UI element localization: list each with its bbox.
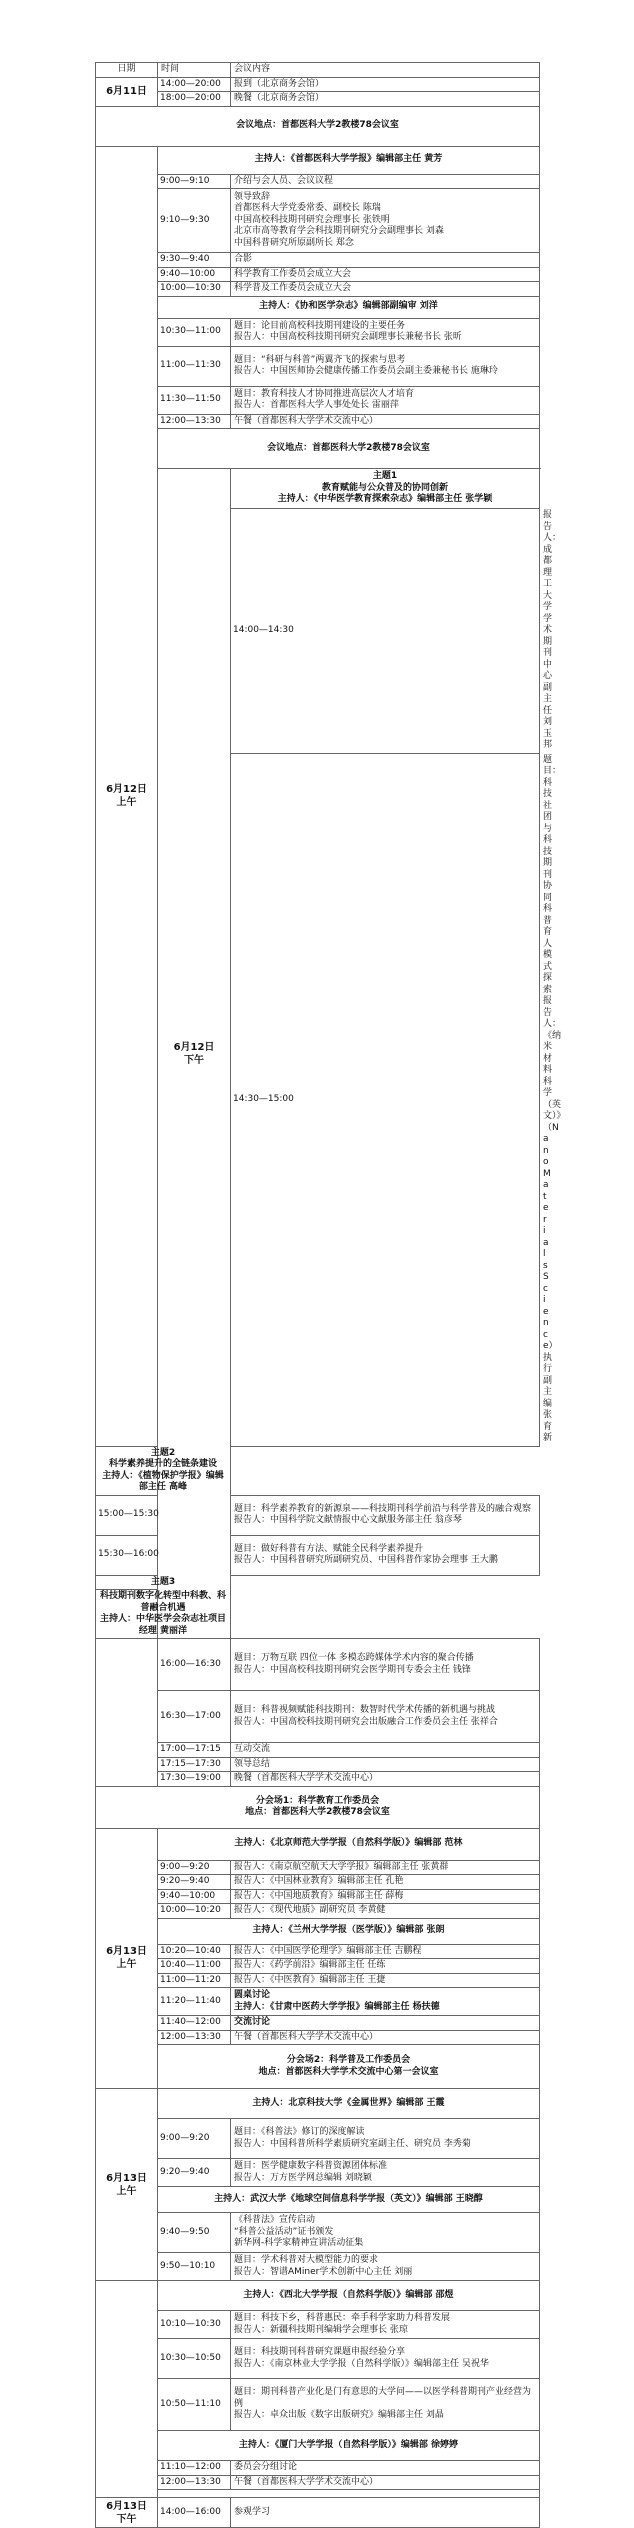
content-cell — [231, 2379, 540, 2431]
host-label: 主持人：《兰州大学学报（医学版）》编辑部 张朗 — [158, 1918, 540, 1944]
theme-row — [96, 1446, 540, 1495]
theme-block — [96, 1590, 231, 1639]
content-cell: 报告人：《药学前沿》编辑部主任 任练 — [231, 1959, 540, 1974]
theme-subject: 科技期刊数字化转型中科教、科普融合机遇 — [99, 1591, 226, 1613]
time-cell: 9:00—9:20 — [158, 1860, 231, 1875]
content-line: 报告人：中国医师协会健康传播工作委员会副主委兼秘书长 施琳玲 — [234, 366, 498, 376]
spacer-row — [96, 2490, 540, 2498]
date-line: 6月13日 — [106, 1946, 147, 1958]
table-row — [96, 1772, 540, 1787]
table-row — [96, 2030, 540, 2045]
content-cell: 互动交流 — [231, 1743, 540, 1758]
date-period: 上午 — [116, 797, 137, 808]
table-row — [96, 2016, 540, 2031]
content-line: 报告人：《南京林业大学学报（自然科学版）》编辑部主任 吴祝华 — [234, 2358, 489, 2369]
date-period: 下午 — [116, 2513, 137, 2525]
theme-host: 主持人：《植物保护学报》编辑部主任 高峰 — [102, 1470, 224, 1492]
time-cell: 10:00—10:20 — [158, 1904, 231, 1919]
time-cell: 9:20—9:40 — [158, 1875, 231, 1890]
time-cell: 17:00—17:15 — [158, 1743, 231, 1758]
theme-title: 主题1 — [372, 471, 398, 482]
content-cell — [231, 2311, 540, 2339]
content-line: 北京市高等教育学会科技期刊研究分会副理事长 刘森 — [234, 226, 444, 237]
content-cell — [231, 1988, 540, 2016]
host-label: 主持人：《厦门大学学报（自然科学版）》编辑部 徐婷婷 — [158, 2431, 540, 2461]
venue-label: 会议地点：首都医科大学2教楼78会议室 — [96, 106, 540, 146]
content-line: 报告人：中国高校科技期刊研究会副理事长兼秘书长 张昕 — [234, 332, 462, 342]
date-cell — [96, 146, 158, 1446]
date-cell — [96, 2089, 158, 2281]
date-cell — [96, 1639, 158, 1787]
content-cell — [231, 1691, 540, 1743]
theme-row — [96, 1575, 540, 1590]
content-line: 报告人：万方医学网总编辑 刘晓颖 — [234, 2172, 372, 2183]
date-line: 6月12日 — [106, 784, 147, 795]
content-line: 题目：万物互联 四位一体 多模态跨媒体学术内容的聚合传播 — [234, 1653, 474, 1663]
date-line: 6月12日 — [173, 1041, 215, 1053]
venue-location: 地点：首都医科大学学术交流中心第一会议室 — [258, 2066, 439, 2077]
table-row — [96, 1973, 540, 1988]
content-line: 领导致辞 — [234, 191, 271, 202]
table-row — [96, 1691, 540, 1743]
table-row: 14:30—15:00 题目：科技社团与科技期刊协同科普育人模式探索 报告人：《纳米材料科学（英文）》（Nano Materials Science）执行副主编 张育新 — [96, 753, 540, 1446]
table-row — [96, 77, 540, 92]
table-row — [96, 2213, 540, 2253]
time-cell: 14:00—20:00 — [158, 77, 231, 92]
content-line: 题目：科学素养教育的新源泉——科技期刊科学前沿与科学普及的融合观察 — [234, 1503, 532, 1514]
venue-block — [158, 2045, 540, 2089]
table-row — [96, 318, 540, 346]
table-row — [96, 2475, 540, 2490]
theme-host: 主持人：《中华医学教育探索杂志》编辑部主任 张学颖 — [277, 494, 493, 505]
host-row — [96, 296, 540, 318]
content-cell: 科学普及工作委员会成立大会 — [231, 282, 540, 297]
table-row — [96, 174, 540, 189]
table-row — [96, 2339, 540, 2379]
agenda-page — [95, 62, 566, 2528]
spacer-cell — [158, 2490, 540, 2498]
table-row — [96, 1757, 540, 1772]
host-row — [96, 1918, 540, 1944]
venue-row — [96, 429, 540, 469]
table-row — [96, 267, 540, 282]
date-period: 下午 — [184, 1054, 204, 1066]
host-row — [96, 2281, 540, 2311]
table-row — [96, 1944, 540, 1959]
content-cell — [231, 1639, 540, 1691]
table-row — [96, 1904, 540, 1919]
content-line: 中国科普研究所原副所长 郑念 — [234, 237, 354, 248]
content-cell: 晚餐（首都医科大学学术交流中心） — [231, 1772, 540, 1787]
host-label: 主持人：《西北大学学报（自然科学版）》编辑部 邵煜 — [158, 2281, 540, 2311]
theme-title: 主题2 — [150, 1447, 176, 1458]
content-line: 《科普法》宣传启动 — [234, 2215, 316, 2226]
table-row — [96, 1743, 540, 1758]
theme-row — [96, 469, 540, 509]
content-cell: 报到（北京商务会馆） — [231, 77, 540, 92]
content-cell: 报告人：《中国林业教育》编辑部主任 孔艳 — [231, 1875, 540, 1890]
time-cell: 9:20—9:40 — [158, 2159, 231, 2187]
host-row — [96, 2089, 540, 2119]
content-line: 报告人：首都医科大学人事处处长 雷丽萍 — [234, 400, 399, 410]
time-cell: 11:00—11:20 — [158, 1973, 231, 1988]
time-cell: 9:00—9:10 — [158, 174, 231, 189]
host-label: 主持人：北京科技大学《金属世界》编辑部 王霞 — [158, 2089, 540, 2119]
table-row — [96, 2461, 540, 2476]
content-cell: 合影 — [231, 253, 540, 268]
content-cell: 领导总结 — [231, 1757, 540, 1772]
content-cell: 介绍与会人员、会议议程 — [231, 174, 540, 189]
content-line: 报告人：中国科普所科学素质研究室副主任、研究员 李秀菊 — [234, 2138, 471, 2149]
time-cell: 15:00—15:30 — [96, 1495, 158, 1535]
content-line: 题目：医学健康数字科普资源团体标准 — [234, 2161, 388, 2171]
content-cell: 午餐（首都医科大学学术交流中心） — [231, 414, 540, 429]
content-line: 报告人：智谱AMiner学术创新中心主任 刘丽 — [234, 2266, 413, 2277]
time-cell: 10:30—11:00 — [158, 318, 231, 346]
content-line: 题目：科技期刊科普研究课题申报经验分享 — [234, 2347, 406, 2357]
host-row — [96, 2187, 540, 2213]
theme-block — [231, 469, 540, 509]
time-cell: 10:00—10:30 — [158, 282, 231, 297]
date-cell: 6月11日 — [96, 77, 158, 106]
theme-row — [96, 1590, 540, 1639]
content-cell: 晚餐（北京商务会馆） — [231, 92, 540, 107]
time-cell: 11:20—11:40 — [158, 1988, 231, 2016]
table-row — [96, 282, 540, 297]
content-cell: 委员会分组讨论 — [231, 2461, 540, 2476]
content-line: 圆桌讨论 — [234, 1990, 271, 2000]
table-header-row — [96, 63, 540, 78]
time-cell: 11:00—11:30 — [158, 346, 231, 386]
theme-subject: 教育赋能与公众普及的协同创新 — [321, 482, 448, 493]
content-line: “科普公益活动”证书颁发 — [234, 2226, 334, 2237]
table-row — [96, 2159, 540, 2187]
content-line: 报告人：卓众出版《数字出版研究》编辑部主任 刘晶 — [234, 2410, 444, 2421]
header-content: 会议内容 — [231, 63, 540, 78]
date-period: 上午 — [116, 2185, 137, 2197]
venue-label: 会议地点：首都医科大学2教楼78会议室 — [158, 429, 540, 469]
content-line: 报告人：中国科普研究所副研究员、中国科普作家协会理事 王大鹏 — [234, 1555, 498, 1565]
time-cell: 11:30—11:50 — [158, 386, 231, 414]
content-line: 新华网-科学家精神宣讲活动征集 — [234, 2238, 364, 2249]
time-cell: 11:40—12:00 — [158, 2016, 231, 2031]
date-line: 6月13日 — [106, 2500, 147, 2512]
host-row — [96, 2431, 540, 2461]
content-cell: 科学教育工作委员会成立大会 — [231, 267, 540, 282]
content-line: 报告人：中国科学院文献情报中心文献服务部主任 翁彦琴 — [234, 1515, 462, 1525]
table-row — [96, 2311, 540, 2339]
content-cell: 报告人：《现代地质》副研究员 李黄健 — [231, 1904, 540, 1919]
content-cell — [231, 2159, 540, 2187]
content-line: 题目：做好科普有方法、赋能全民科学素养提升 — [234, 1543, 424, 1554]
table-row — [96, 346, 540, 386]
venue-title: 分会场1：科学教育工作委员会 — [255, 1795, 380, 1806]
content-line: 题目：科技下乡，科普惠民：牵手科学家助力科普发展 — [234, 2313, 451, 2323]
time-cell: 10:30—10:50 — [158, 2339, 231, 2379]
content-cell: 参观学习 — [231, 2498, 540, 2528]
date-period: 上午 — [116, 1959, 137, 1971]
table-row — [96, 2498, 540, 2528]
content-cell — [231, 2339, 540, 2379]
venue-title: 分会场2：科学普及工作委员会 — [286, 2055, 411, 2065]
time-cell: 9:40—9:50 — [158, 2213, 231, 2253]
time-cell: 10:20—10:40 — [158, 1944, 231, 1959]
time-cell: 9:40—10:00 — [158, 267, 231, 282]
content-cell: 报告人：《中国地质教育》编辑部主任 薛梅 — [231, 1889, 540, 1904]
content-line: 报告人：新疆科技期刊编辑学会理事长 张琼 — [234, 2324, 408, 2335]
content-cell: 报告人：《中国医学伦理学》编辑部主任 吉鹏程 — [231, 1944, 540, 1959]
date-cell — [96, 1828, 158, 2089]
content-line: 题目：论目前高校科技期刊建设的主要任务 — [234, 320, 406, 331]
venue-row — [96, 1786, 540, 1828]
content-cell — [231, 2213, 540, 2253]
time-cell: 9:00—9:20 — [158, 2119, 231, 2159]
time-cell: 15:30—16:00 — [96, 1535, 158, 1575]
content-cell: 报告人：《南京航空航天大学学报》编辑部主任 张黄群 — [231, 1860, 540, 1875]
date-cell — [96, 2498, 158, 2528]
header-date: 日期 — [96, 63, 158, 78]
content-line: 中国高校科技期刊研究会理事长 张铁明 — [234, 214, 390, 225]
table-row — [96, 253, 540, 268]
time-cell: 17:15—17:30 — [158, 1757, 231, 1772]
table-row — [96, 1860, 540, 1875]
content-line: 主持人：《甘肃中医药大学学报》编辑部主任 杨扶德 — [234, 2001, 440, 2012]
header-time: 时间 — [158, 63, 231, 78]
theme-title: 主题3 — [96, 1575, 231, 1590]
time-cell: 9:30—9:40 — [158, 253, 231, 268]
time-cell: 10:10—10:30 — [158, 2311, 231, 2339]
date-line: 6月13日 — [106, 2172, 147, 2184]
content-cell — [231, 2253, 540, 2281]
content-cell: 午餐（首都医科大学学术交流中心） — [231, 2475, 540, 2490]
table-row — [96, 2119, 540, 2159]
venue-row — [96, 106, 540, 146]
content-cell: 报告人：《中医教育》编辑部主任 王捷 — [231, 1973, 540, 1988]
table-row — [96, 1988, 540, 2016]
content-line: 报告人：中国高校科技期刊研究会医学期刊专委会主任 钱锋 — [234, 1664, 471, 1675]
time-cell: 10:40—11:00 — [158, 1959, 231, 1974]
theme-subject: 科学素养提升的全链条建设 — [108, 1459, 217, 1469]
table-row — [96, 2379, 540, 2431]
time-cell: 12:00—13:30 — [158, 2030, 231, 2045]
content-cell — [231, 1495, 540, 1535]
content-line: 题目：《科普法》修订的深度解读 — [234, 2127, 365, 2137]
date-cell — [96, 2281, 158, 2498]
table-row — [96, 386, 540, 414]
content-cell — [231, 346, 540, 386]
content-cell — [231, 1535, 540, 1575]
content-line: 首都医科大学党委常委、副校长 陈瑞 — [234, 203, 381, 214]
venue-location: 地点：首都医科大学2教楼78会议室 — [245, 1807, 390, 1817]
content-cell — [231, 318, 540, 346]
content-cell — [231, 189, 540, 253]
host-label: 主持人：《首都医科大学学报》编辑部主任 黄芳 — [158, 146, 540, 174]
table-row: 14:00—14:30 报告人：成都理工大学学术期刊中心副主任 刘玉邦 — [96, 509, 540, 754]
content-line: 题目：期刊科普产业化是门有意思的大学问——以医学科普期刊产业经营为例 — [234, 2387, 532, 2409]
time-cell: 9:50—10:10 — [158, 2253, 231, 2281]
host-label: 主持人：《协和医学杂志》编辑部副编审 刘洋 — [158, 296, 540, 318]
time-cell: 12:00—13:30 — [158, 414, 231, 429]
content-line: 题目：“科研与科普”两翼齐飞的探索与思考 — [234, 354, 406, 365]
content-cell: 交流讨论 — [231, 2016, 540, 2031]
time-cell: 12:00—13:30 — [158, 2475, 231, 2490]
time-cell: 16:30—17:00 — [158, 1691, 231, 1743]
content-line: 题目：教育科技人才协同推进高层次人才培育 — [234, 388, 415, 399]
table-row — [96, 92, 540, 107]
time-cell: 18:00—20:00 — [158, 92, 231, 107]
venue-block — [96, 1786, 540, 1828]
theme-host: 主持人：中华医学会杂志社项目经理 黄丽洋 — [99, 1614, 226, 1636]
table-row — [96, 189, 540, 253]
time-cell: 10:50—11:10 — [158, 2379, 231, 2431]
time-cell: 9:10—9:30 — [158, 189, 231, 253]
content-cell — [231, 386, 540, 414]
content-line: 题目：科普视频赋能科技期刊：数智时代学术传播的新机遇与挑战 — [234, 1705, 496, 1715]
content-line: 报告人：中国高校科技期刊研究会出版融合工作委员会主任 张祥合 — [234, 1716, 498, 1727]
table-row — [96, 1959, 540, 1974]
table-row — [96, 1875, 540, 1890]
agenda-table — [95, 62, 566, 2528]
time-cell: 14:30—15:00 — [231, 753, 540, 1446]
table-row — [96, 1639, 540, 1691]
table-row — [96, 414, 540, 429]
time-cell: 17:30—19:00 — [158, 1772, 231, 1787]
content-line: 题目：学术科普对大模型能力的要求 — [234, 2255, 379, 2265]
host-row — [96, 1828, 540, 1860]
table-row — [96, 1889, 540, 1904]
time-cell: 11:10—12:00 — [158, 2461, 231, 2476]
time-cell: 9:40—10:00 — [158, 1889, 231, 1904]
content-cell — [231, 2119, 540, 2159]
time-cell: 16:00—16:30 — [158, 1639, 231, 1691]
venue-row — [96, 2045, 540, 2089]
time-cell: 14:00—14:30 — [231, 509, 540, 754]
content-cell: 午餐（首都医科大学学术交流中心） — [231, 2030, 540, 2045]
host-row — [96, 146, 540, 174]
host-label: 主持人：武汉大学《地球空间信息科学学报（英文）》编辑部 王晓醇 — [158, 2187, 540, 2213]
theme-block — [96, 1446, 231, 1495]
table-row — [96, 2253, 540, 2281]
time-cell: 14:00—16:00 — [158, 2498, 231, 2528]
host-label: 主持人：《北京师范大学学报（自然科学版）》编辑部 范林 — [158, 1828, 540, 1860]
